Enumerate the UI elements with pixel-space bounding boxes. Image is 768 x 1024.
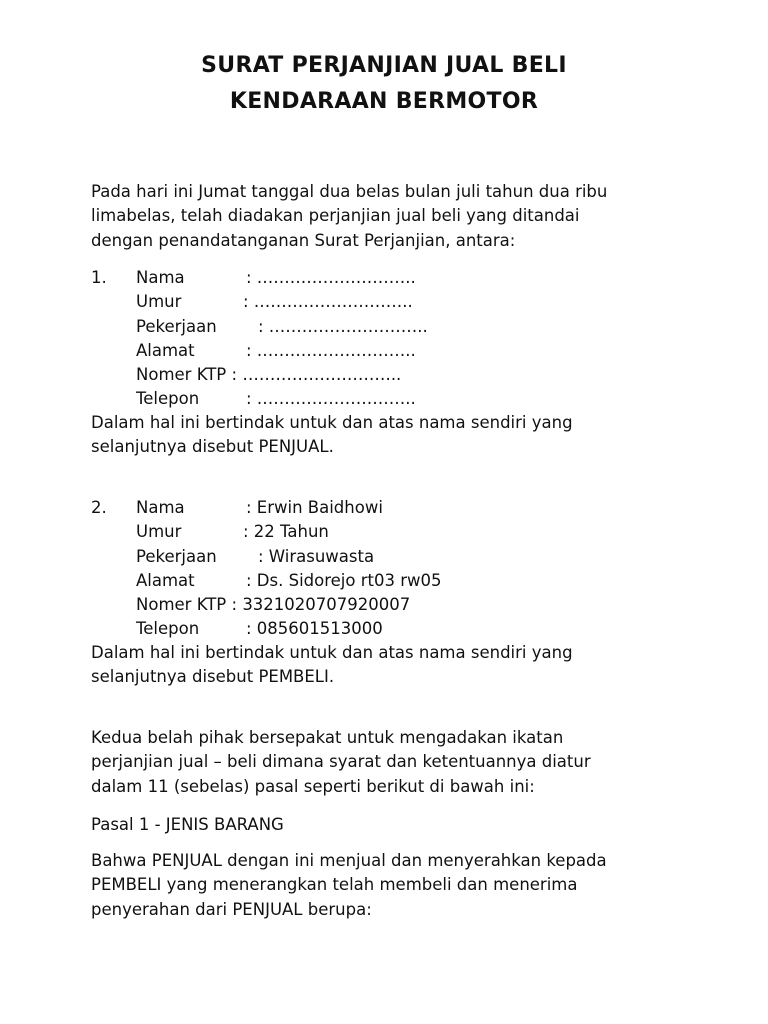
intro-line: dengan penandatanganan Surat Perjanjian, antara: bbox=[91, 230, 516, 250]
field-nomer-ktp bbox=[136, 593, 442, 617]
role-line: Dalam hal ini bertindak untuk dan atas nama sendiri yang bbox=[91, 413, 573, 432]
field-label: Telepon bbox=[136, 389, 200, 409]
role-line: selanjutnya disebut PEMBELI. bbox=[91, 667, 335, 687]
field-label: Pekerjaan bbox=[136, 316, 217, 336]
agreement-paragraph bbox=[91, 726, 731, 799]
agreement-line: dalam 11 (sebelas) pasal seperti berikut di bawah ini: bbox=[91, 776, 535, 796]
document-title-line-2: KENDARAAN BERMOTOR bbox=[229, 89, 539, 114]
pasal-line: penyerahan dari PENJUAL berupa: bbox=[91, 899, 372, 919]
field-value: : Erwin Baidhowi bbox=[246, 498, 383, 517]
field-label: Nomer KTP bbox=[136, 365, 227, 385]
role-line: selanjutnya disebut PENJUAL. bbox=[91, 437, 334, 457]
field-value: : ……………………….. bbox=[243, 292, 413, 312]
field-pekerjaan bbox=[136, 315, 428, 339]
field-value: : 3321020707920007 bbox=[226, 595, 411, 615]
role-line: Dalam hal ini bertindak untuk dan atas nama sendiri yang bbox=[91, 643, 573, 662]
agreement-line: perjanjian jual – beli dimana syarat dan ketentuannya diatur bbox=[91, 752, 591, 772]
field-value: : 085601513000 bbox=[246, 619, 383, 639]
field-nama bbox=[136, 496, 442, 520]
field-label: Telepon bbox=[136, 619, 200, 639]
field-value: : ……………………….. bbox=[258, 316, 428, 336]
field-alamat bbox=[136, 569, 442, 593]
section-heading: Pasal 1 - JENIS BARANG bbox=[91, 815, 284, 834]
field-telepon bbox=[136, 387, 428, 411]
pasal-line: Bahwa PENJUAL dengan ini menjual dan menyerahkan kepada bbox=[91, 851, 607, 870]
pasal-1-paragraph bbox=[91, 849, 731, 922]
field-value: : ……………………….. bbox=[246, 268, 416, 287]
field-umur bbox=[136, 290, 428, 314]
field-label: Alamat bbox=[136, 340, 195, 360]
field-value: : Ds. Sidorejo rt03 rw05 bbox=[246, 570, 442, 590]
document-title-line-1: SURAT PERJANJIAN JUAL BELI bbox=[201, 53, 567, 78]
field-label: Umur bbox=[136, 522, 182, 542]
pasal-line: PEMBELI yang menerangkan telah membeli dan menerima bbox=[91, 875, 578, 895]
pasal-1-heading bbox=[91, 813, 731, 837]
intro-line: Pada hari ini Jumat tanggal dua belas bulan juli tahun dua ribu bbox=[91, 182, 608, 201]
intro-line: limabelas, telah diadakan perjanjian jual beli yang ditandai bbox=[91, 206, 580, 226]
field-label: Nama bbox=[136, 498, 185, 517]
field-label: Umur bbox=[136, 292, 182, 312]
party-2-number: 2. bbox=[91, 498, 107, 517]
field-nomer-ktp bbox=[136, 363, 428, 387]
field-umur bbox=[136, 520, 442, 544]
field-value: : ……………………….. bbox=[226, 365, 402, 385]
agreement-line: Kedua belah pihak bersepakat untuk mengadakan ikatan bbox=[91, 728, 564, 747]
party-2-fields bbox=[136, 496, 442, 642]
field-label: Alamat bbox=[136, 570, 195, 590]
party-2-role bbox=[91, 641, 731, 690]
party-1-role bbox=[91, 411, 731, 460]
party-1-number: 1. bbox=[91, 268, 107, 287]
field-label: Pekerjaan bbox=[136, 546, 217, 566]
field-value: : ……………………….. bbox=[246, 389, 416, 409]
field-value: : 22 Tahun bbox=[243, 522, 329, 542]
field-label: Nama bbox=[136, 268, 185, 287]
party-1-fields bbox=[136, 266, 428, 412]
intro-paragraph bbox=[91, 180, 731, 253]
field-value: : ……………………….. bbox=[246, 340, 416, 360]
field-telepon bbox=[136, 617, 442, 641]
field-value: : Wirasuwasta bbox=[258, 546, 375, 566]
field-pekerjaan bbox=[136, 545, 442, 569]
field-alamat bbox=[136, 339, 428, 363]
field-label: Nomer KTP bbox=[136, 595, 227, 615]
field-nama bbox=[136, 266, 428, 290]
